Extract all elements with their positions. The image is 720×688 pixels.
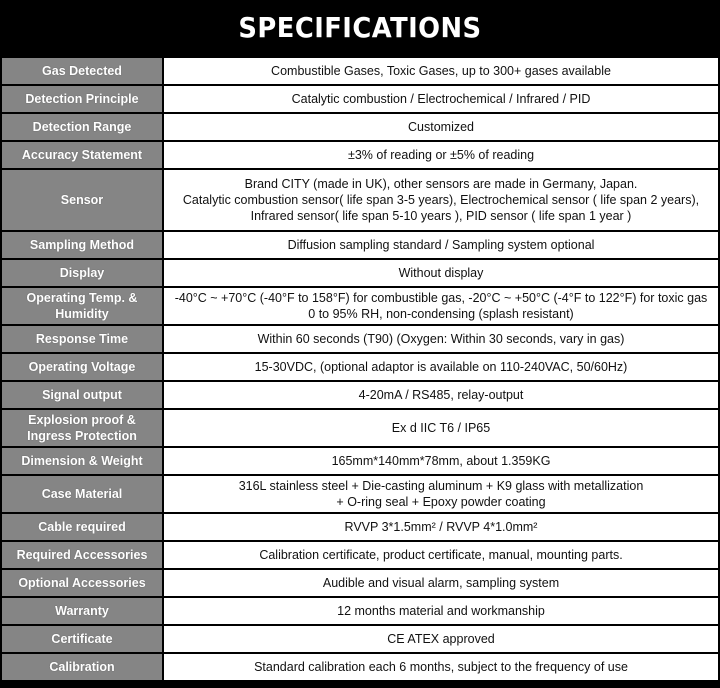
spec-value (163, 231, 719, 259)
spec-value-line: 316L stainless steel + Die-casting aluminum + K9 glass with metallization (238, 479, 644, 493)
spec-value (163, 597, 719, 625)
spec-label (1, 569, 163, 597)
spec-label-line: Ingress Protection (27, 429, 137, 443)
spec-label-line: Optional Accessories (18, 576, 146, 590)
spec-value (163, 113, 719, 141)
spec-label (1, 85, 163, 113)
spec-value-line: RVVP 3*1.5mm² / RVVP 4*1.0mm² (344, 520, 538, 534)
spec-value-line: Customized (408, 120, 474, 134)
spec-value (163, 409, 719, 447)
spec-value-line: Catalytic combustion sensor( life span 3-5 years), Electrochemical sensor ( life span 2 years), (182, 193, 700, 207)
spec-label (1, 541, 163, 569)
spec-label-line: Response Time (35, 332, 129, 346)
page-title: SPECIFICATIONS (29, 0, 691, 54)
spec-label (1, 475, 163, 513)
spec-row (1, 513, 719, 541)
spec-label (1, 409, 163, 447)
spec-row (1, 141, 719, 169)
spec-label-line: Warranty (55, 604, 109, 618)
spec-label (1, 597, 163, 625)
spec-value (163, 625, 719, 653)
spec-value (163, 259, 719, 287)
spec-label (1, 513, 163, 541)
spec-label (1, 325, 163, 353)
spec-label (1, 381, 163, 409)
spec-value (163, 169, 719, 231)
spec-value-line: 165mm*140mm*78mm, about 1.359KG (331, 454, 551, 468)
spec-value (163, 447, 719, 475)
spec-row (1, 653, 719, 681)
spec-label-line: Required Accessories (16, 548, 148, 562)
spec-row (1, 353, 719, 381)
spec-label (1, 141, 163, 169)
spec-label (1, 57, 163, 85)
spec-row (1, 569, 719, 597)
spec-row (1, 597, 719, 625)
spec-label (1, 169, 163, 231)
spec-value (163, 57, 719, 85)
spec-value-line: Within 60 seconds (T90) (Oxygen: Within 30 seconds, vary in gas) (257, 332, 625, 346)
spec-label (1, 287, 163, 325)
spec-value-line: 4-20mA / RS485, relay-output (358, 388, 524, 402)
spec-row (1, 231, 719, 259)
spec-label-line: Display (59, 266, 105, 280)
spec-value (163, 325, 719, 353)
spec-row (1, 541, 719, 569)
spec-value-line: Diffusion sampling standard / Sampling system optional (287, 238, 595, 252)
spec-label-line: Accuracy Statement (21, 148, 143, 162)
spec-label-line: Detection Principle (25, 92, 139, 106)
spec-label-line: Calibration (49, 660, 115, 674)
spec-value-line: Catalytic combustion / Electrochemical / Infrared / PID (291, 92, 591, 106)
spec-row (1, 85, 719, 113)
spec-label (1, 653, 163, 681)
spec-label (1, 231, 163, 259)
spec-value-line: Combustible Gases, Toxic Gases, up to 300+ gases available (271, 64, 611, 78)
spec-label (1, 625, 163, 653)
spec-row (1, 287, 719, 325)
spec-label-line: Cable required (38, 520, 126, 534)
spec-value (163, 85, 719, 113)
spec-value (163, 141, 719, 169)
spec-label-line: Sensor (60, 193, 104, 207)
spec-label (1, 259, 163, 287)
spec-row (1, 447, 719, 475)
spec-value (163, 287, 719, 325)
spec-value-line: ±3% of reading or ±5% of reading (347, 148, 535, 162)
spec-label-line: Operating Temp. & (26, 291, 138, 305)
spec-label-line: Case Material (41, 487, 123, 501)
spec-row (1, 259, 719, 287)
spec-value-line: Standard calibration each 6 months, subject to the frequency of use (254, 660, 628, 674)
spec-value-line: CE ATEX approved (387, 632, 495, 646)
spec-row (1, 113, 719, 141)
spec-row (1, 475, 719, 513)
spec-label-line: Detection Range (32, 120, 132, 134)
specifications-table (0, 56, 720, 682)
spec-label (1, 353, 163, 381)
spec-label-line: Sampling Method (29, 238, 135, 252)
spec-row (1, 57, 719, 85)
spec-value-line: 0 to 95% RH, non-condensing (splash resistant) (308, 307, 574, 321)
spec-label (1, 447, 163, 475)
spec-row (1, 625, 719, 653)
spec-row (1, 325, 719, 353)
spec-value-line: Brand CITY (made in UK), other sensors are made in Germany, Japan. (244, 177, 638, 191)
spec-label-line: Humidity (55, 307, 109, 321)
spec-value (163, 569, 719, 597)
spec-label-line: Dimension & Weight (21, 454, 143, 468)
spec-row (1, 381, 719, 409)
spec-value (163, 381, 719, 409)
spec-value-line: -40°C ~ +70°C (-40°F to 158°F) for combustible gas, -20°C ~ +50°C (-4°F to 122°F) for toxic gas (174, 291, 708, 305)
spec-label-line: Explosion proof & (28, 413, 136, 427)
spec-value-line: 12 months material and workmanship (337, 604, 545, 618)
spec-label-line: Operating Voltage (28, 360, 136, 374)
spec-label-line: Signal output (42, 388, 122, 402)
spec-value (163, 513, 719, 541)
specifications-table-body (1, 57, 719, 681)
spec-value-line: Calibration certificate, product certificate, manual, mounting parts. (259, 548, 623, 562)
spec-label (1, 113, 163, 141)
spec-row (1, 409, 719, 447)
spec-value (163, 475, 719, 513)
spec-label-line: Gas Detected (42, 64, 122, 78)
spec-value-line: + O-ring seal + Epoxy powder coating (336, 495, 546, 509)
spec-label-line: Certificate (51, 632, 113, 646)
spec-value (163, 353, 719, 381)
spec-value-line: 15-30VDC, (optional adaptor is available on 110-240VAC, 50/60Hz) (254, 360, 628, 374)
spec-value-line: Ex d IIC T6 / IP65 (391, 421, 491, 435)
spec-value-line: Audible and visual alarm, sampling system (322, 576, 560, 590)
spec-value (163, 653, 719, 681)
spec-value-line: Infrared sensor( life span 5-10 years ), PID sensor ( life span 1 year ) (250, 209, 632, 223)
spec-row (1, 169, 719, 231)
spec-value-line: Without display (398, 266, 484, 280)
spec-value (163, 541, 719, 569)
